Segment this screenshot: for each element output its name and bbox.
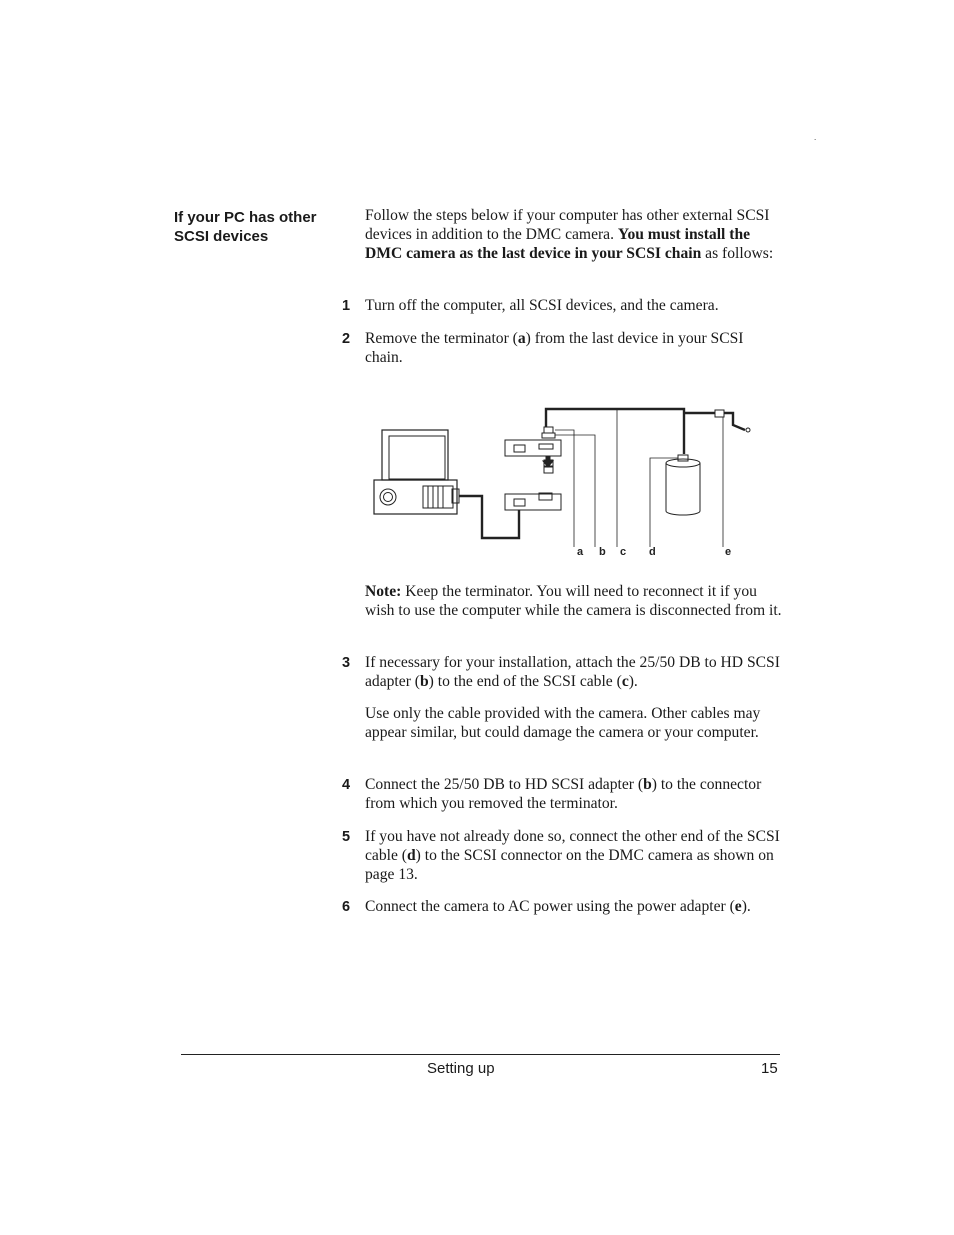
sidehead-line-2: SCSI devices bbox=[174, 228, 269, 245]
step-6-text: Connect the camera to AC power using the power adapter (e). bbox=[365, 898, 751, 915]
step-2-text: Remove the terminator (a) from the last device in your SCSI chain. bbox=[365, 330, 744, 366]
step-1-text: Turn off the computer, all SCSI devices, and the camera. bbox=[365, 297, 719, 314]
cables bbox=[459, 409, 745, 538]
scsi-chain-diagram bbox=[368, 400, 768, 562]
step-number: 4 bbox=[342, 777, 351, 793]
section-sidehead bbox=[174, 208, 334, 246]
step-number: 1 bbox=[342, 298, 351, 314]
label-e: e bbox=[725, 546, 732, 558]
step-3-text: If necessary for your installation, attach the 25/50 DB to HD SCSI adapter (b) to the end of the SCSI cable (c). bbox=[365, 654, 780, 690]
sidehead-line-1: If your PC has other bbox=[174, 209, 317, 226]
footer-rule bbox=[181, 1054, 780, 1055]
dmc-camera bbox=[666, 455, 700, 515]
footer-section-title: Setting up bbox=[427, 1060, 495, 1077]
intro-text-end: as follows: bbox=[701, 244, 774, 262]
step-number: 3 bbox=[342, 655, 351, 671]
intro-paragraph bbox=[365, 207, 785, 263]
label-b: b bbox=[599, 546, 606, 558]
scsi-device-2 bbox=[505, 493, 561, 510]
intro-text: Follow the steps below if your computer has other external SCSI devices in addition to the DMC camera. bbox=[365, 207, 770, 243]
corner-mark: . bbox=[814, 133, 817, 142]
label-c: c bbox=[620, 546, 627, 558]
step-number: 5 bbox=[342, 829, 351, 845]
step-4-text: Connect the 25/50 DB to HD SCSI adapter (b) to the connector from which you removed the terminator. bbox=[365, 776, 762, 812]
step-3-note: Use only the cable provided with the camera. Other cables may appear similar, but could damage the camera or your computer. bbox=[365, 705, 761, 741]
note-text: Keep the terminator. You will need to reconnect it if you wish to use the computer while the camera is disconnected from it. bbox=[365, 583, 782, 619]
step-5-text: If you have not already done so, connect the other end of the SCSI cable (d) to the SCSI connector on the DMC camera as shown on page 13. bbox=[365, 828, 780, 883]
page-number: 15 bbox=[761, 1060, 778, 1077]
scsi-device-1 bbox=[505, 427, 561, 473]
note-paragraph bbox=[365, 583, 785, 621]
note-label: Note: bbox=[365, 583, 402, 600]
callout-lines bbox=[555, 410, 723, 547]
step-number: 6 bbox=[342, 899, 351, 915]
label-d: d bbox=[649, 546, 656, 558]
intro-emphasis: You must install the DMC camera as the last device in your SCSI chain bbox=[365, 225, 751, 262]
label-a: a bbox=[577, 546, 584, 558]
step-number: 2 bbox=[342, 331, 351, 347]
computer-illustration bbox=[374, 430, 459, 514]
